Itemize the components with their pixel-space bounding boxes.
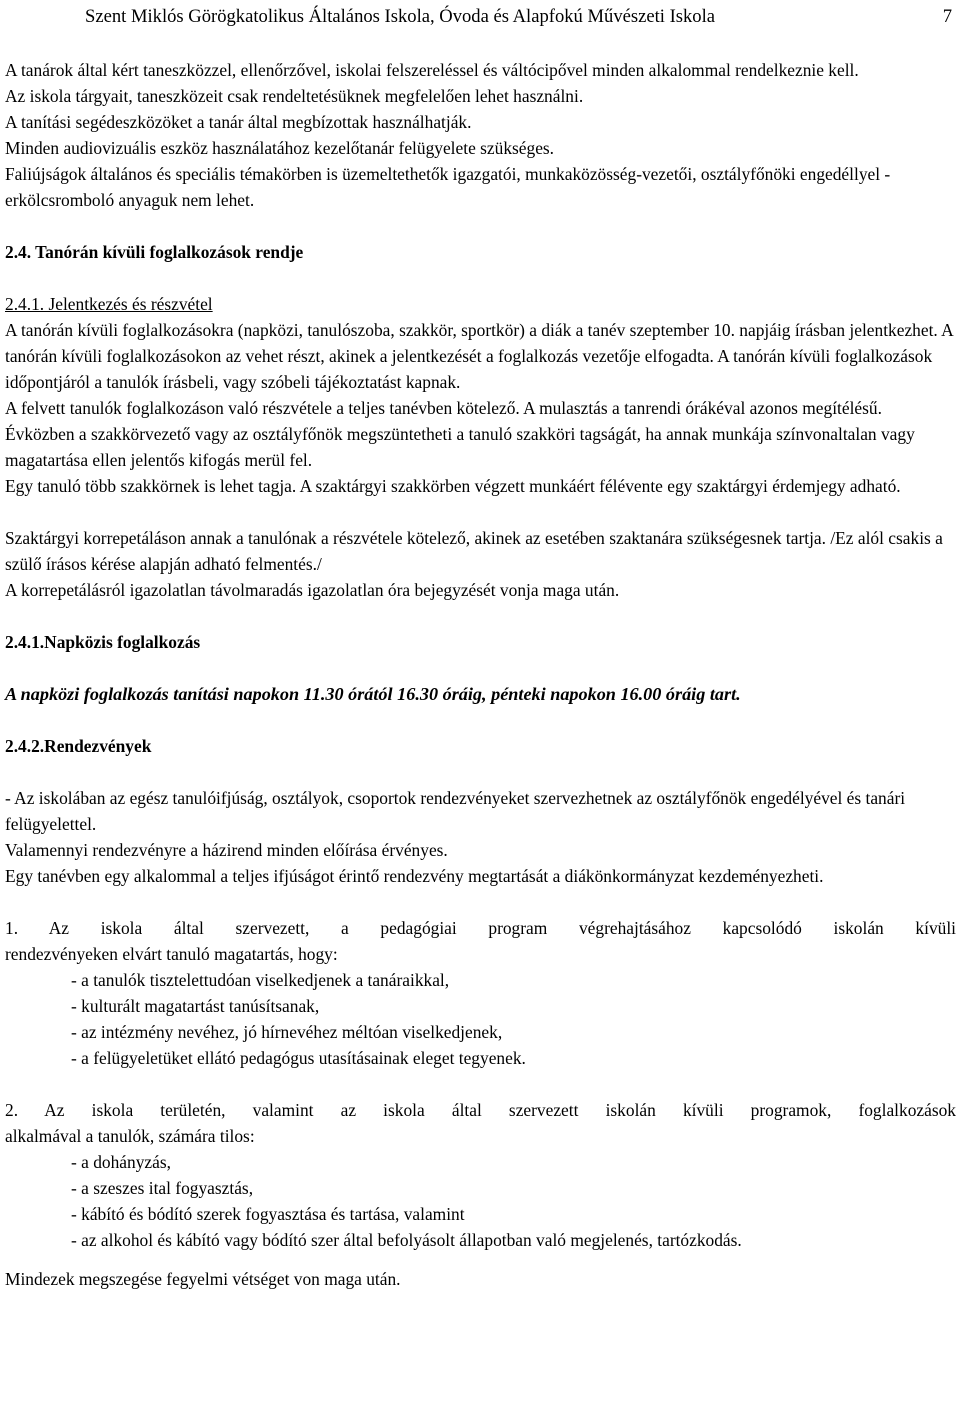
- list-item: - az intézmény nevéhez, jó hírnevéhez méltóan viselkedjenek,: [71, 1022, 503, 1042]
- rule-teaching-aids: A tanítási segédeszközöket a tanár által megbízottak használhatják.: [5, 112, 472, 132]
- page-number: 7: [942, 6, 952, 27]
- list-item: - a felügyeletüket ellátó pedagógus utasításainak eleget tegyenek.: [71, 1048, 526, 1068]
- section-heading-rendezvenyek: 2.4.2.Rendezvények: [5, 736, 152, 756]
- paragraph-registration: A tanórán kívüli foglalkozásokra (napközi, tanulószoba, szakkör, sportkör) a diák a tanév szeptember 10. napjáig írásban jelentkezhet. A tanórán kívüli foglalkozásokon az vehet részt, akinek a jelentkezését a foglalkozás vezetője elfogadta. A tanórán kívüli foglalkozások időpontjáról a tanulók írásbeli, vagy szóbeli tájékoztatást kapnak.: [5, 320, 953, 392]
- rule-school-objects: Az iskola tárgyait, taneszközeit csak rendeltetésüknek megfelelően lehet használni.: [5, 86, 584, 106]
- paragraph-multiple-clubs: Egy tanuló több szakkörnek is lehet tagja. A szaktárgyi szakkörben végzett munkáért félévente egy szaktárgyi érdemjegy adható.: [5, 476, 901, 496]
- page-header: [85, 5, 952, 29]
- paragraph-tutoring: Szaktárgyi korrepetáláson annak a tanulónak a részvétele kötelező, akinek az esetében szaktanára szükségesnek tartja. /Ez alól csakis a szülő írásos kérése alapján adható felmentés./: [5, 528, 943, 574]
- paragraph-student-council: Egy tanévben egy alkalommal a teljes ifjúságot érintő rendezvény megtartását a diákönkormányzat kezdeményezheti.: [5, 866, 824, 886]
- list-item: - a szeszes ital fogyasztás,: [71, 1178, 254, 1198]
- section-heading-2-4-1: 2.4.1. Jelentkezés és részvétel: [5, 294, 213, 314]
- list-item: - kábító és bódító szerek fogyasztása és tartása, valamint: [71, 1204, 465, 1224]
- list-item: - kulturált magatartást tanúsítsanak,: [71, 996, 320, 1016]
- school-name-header: Szent Miklós Görögkatolikus Általános Iskola, Óvoda és Alapfokú Művészeti Iskola: [85, 6, 716, 27]
- paragraph-membership-termination: Évközben a szakkörvezető vagy az osztályfőnök megszüntetheti a tanuló szakköri tagságát, ha annak munkája színvonaltalan vagy magatartása ellen jelentős kifogás merül fel.: [5, 424, 915, 470]
- closing-statement: Mindezek megszegése fegyelmi vétséget von maga után.: [5, 1269, 401, 1289]
- list1-intro: 1. Az iskola által szervezett, a pedagógiai program végrehajtásához kapcsolódó iskolán kívüli: [5, 918, 956, 938]
- list2-intro: 2. Az iskola területén, valamint az iskola által szervezett iskolán kívüli programok, foglalkozások: [5, 1100, 956, 1120]
- section-heading-napkozi: 2.4.1.Napközis foglalkozás: [5, 632, 201, 652]
- paragraph-events-organizing: - Az iskolában az egész tanulóifjúság, osztályok, csoportok rendezvényeket szervezhetnek az osztályfőnök engedélyével és tanári felügyelettel.: [5, 788, 906, 834]
- paragraph-attendance: A felvett tanulók foglalkozáson való részvétele a teljes tanévben kötelező. A mulasztás a tanrendi órákéval azonos megítélésű.: [5, 398, 882, 418]
- rule-audiovisual: Minden audiovizuális eszköz használatához kezelőtanár felügyelete szükséges.: [5, 138, 555, 158]
- paragraph-tutoring-absence: A korrepetálásról igazolatlan távolmaradás igazolatlan óra bejegyzését vonja maga után.: [5, 580, 620, 600]
- list-item: - az alkohol és kábító vagy bódító szer által befolyásolt állapotban való megjelenés, tartózkodás.: [71, 1230, 742, 1250]
- list2-intro-continued: alkalmával a tanulók, számára tilos:: [5, 1126, 255, 1146]
- list1-intro-continued: rendezvényeken elvárt tanuló magatartás, hogy:: [5, 944, 338, 964]
- document-body: [5, 57, 956, 1292]
- rule-notice-boards: Faliújságok általános és speciális témakörben is üzemeltethetők igazgatói, munkaközösség-vezetői, osztályfőnöki engedéllyel - erkölcsromboló anyaguk nem lehet.: [5, 164, 891, 210]
- list-item: - a dohányzás,: [71, 1152, 171, 1172]
- napkozi-schedule: A napközi foglalkozás tanítási napokon 11.30 órától 16.30 óráig, pénteki napokon 16.00 óráig tart.: [5, 684, 741, 704]
- section-heading-2-4: 2.4. Tanórán kívüli foglalkozások rendje: [5, 242, 304, 262]
- paragraph-house-rules: Valamennyi rendezvényre a házirend minden előírása érvényes.: [5, 840, 448, 860]
- rule-equipment: A tanárok által kért taneszközzel, ellenőrzővel, iskolai felszereléssel és váltócipővel minden alkalommal rendelkeznie kell.: [5, 60, 859, 80]
- list-item: - a tanulók tisztelettudóan viselkedjenek a tanáraikkal,: [71, 970, 450, 990]
